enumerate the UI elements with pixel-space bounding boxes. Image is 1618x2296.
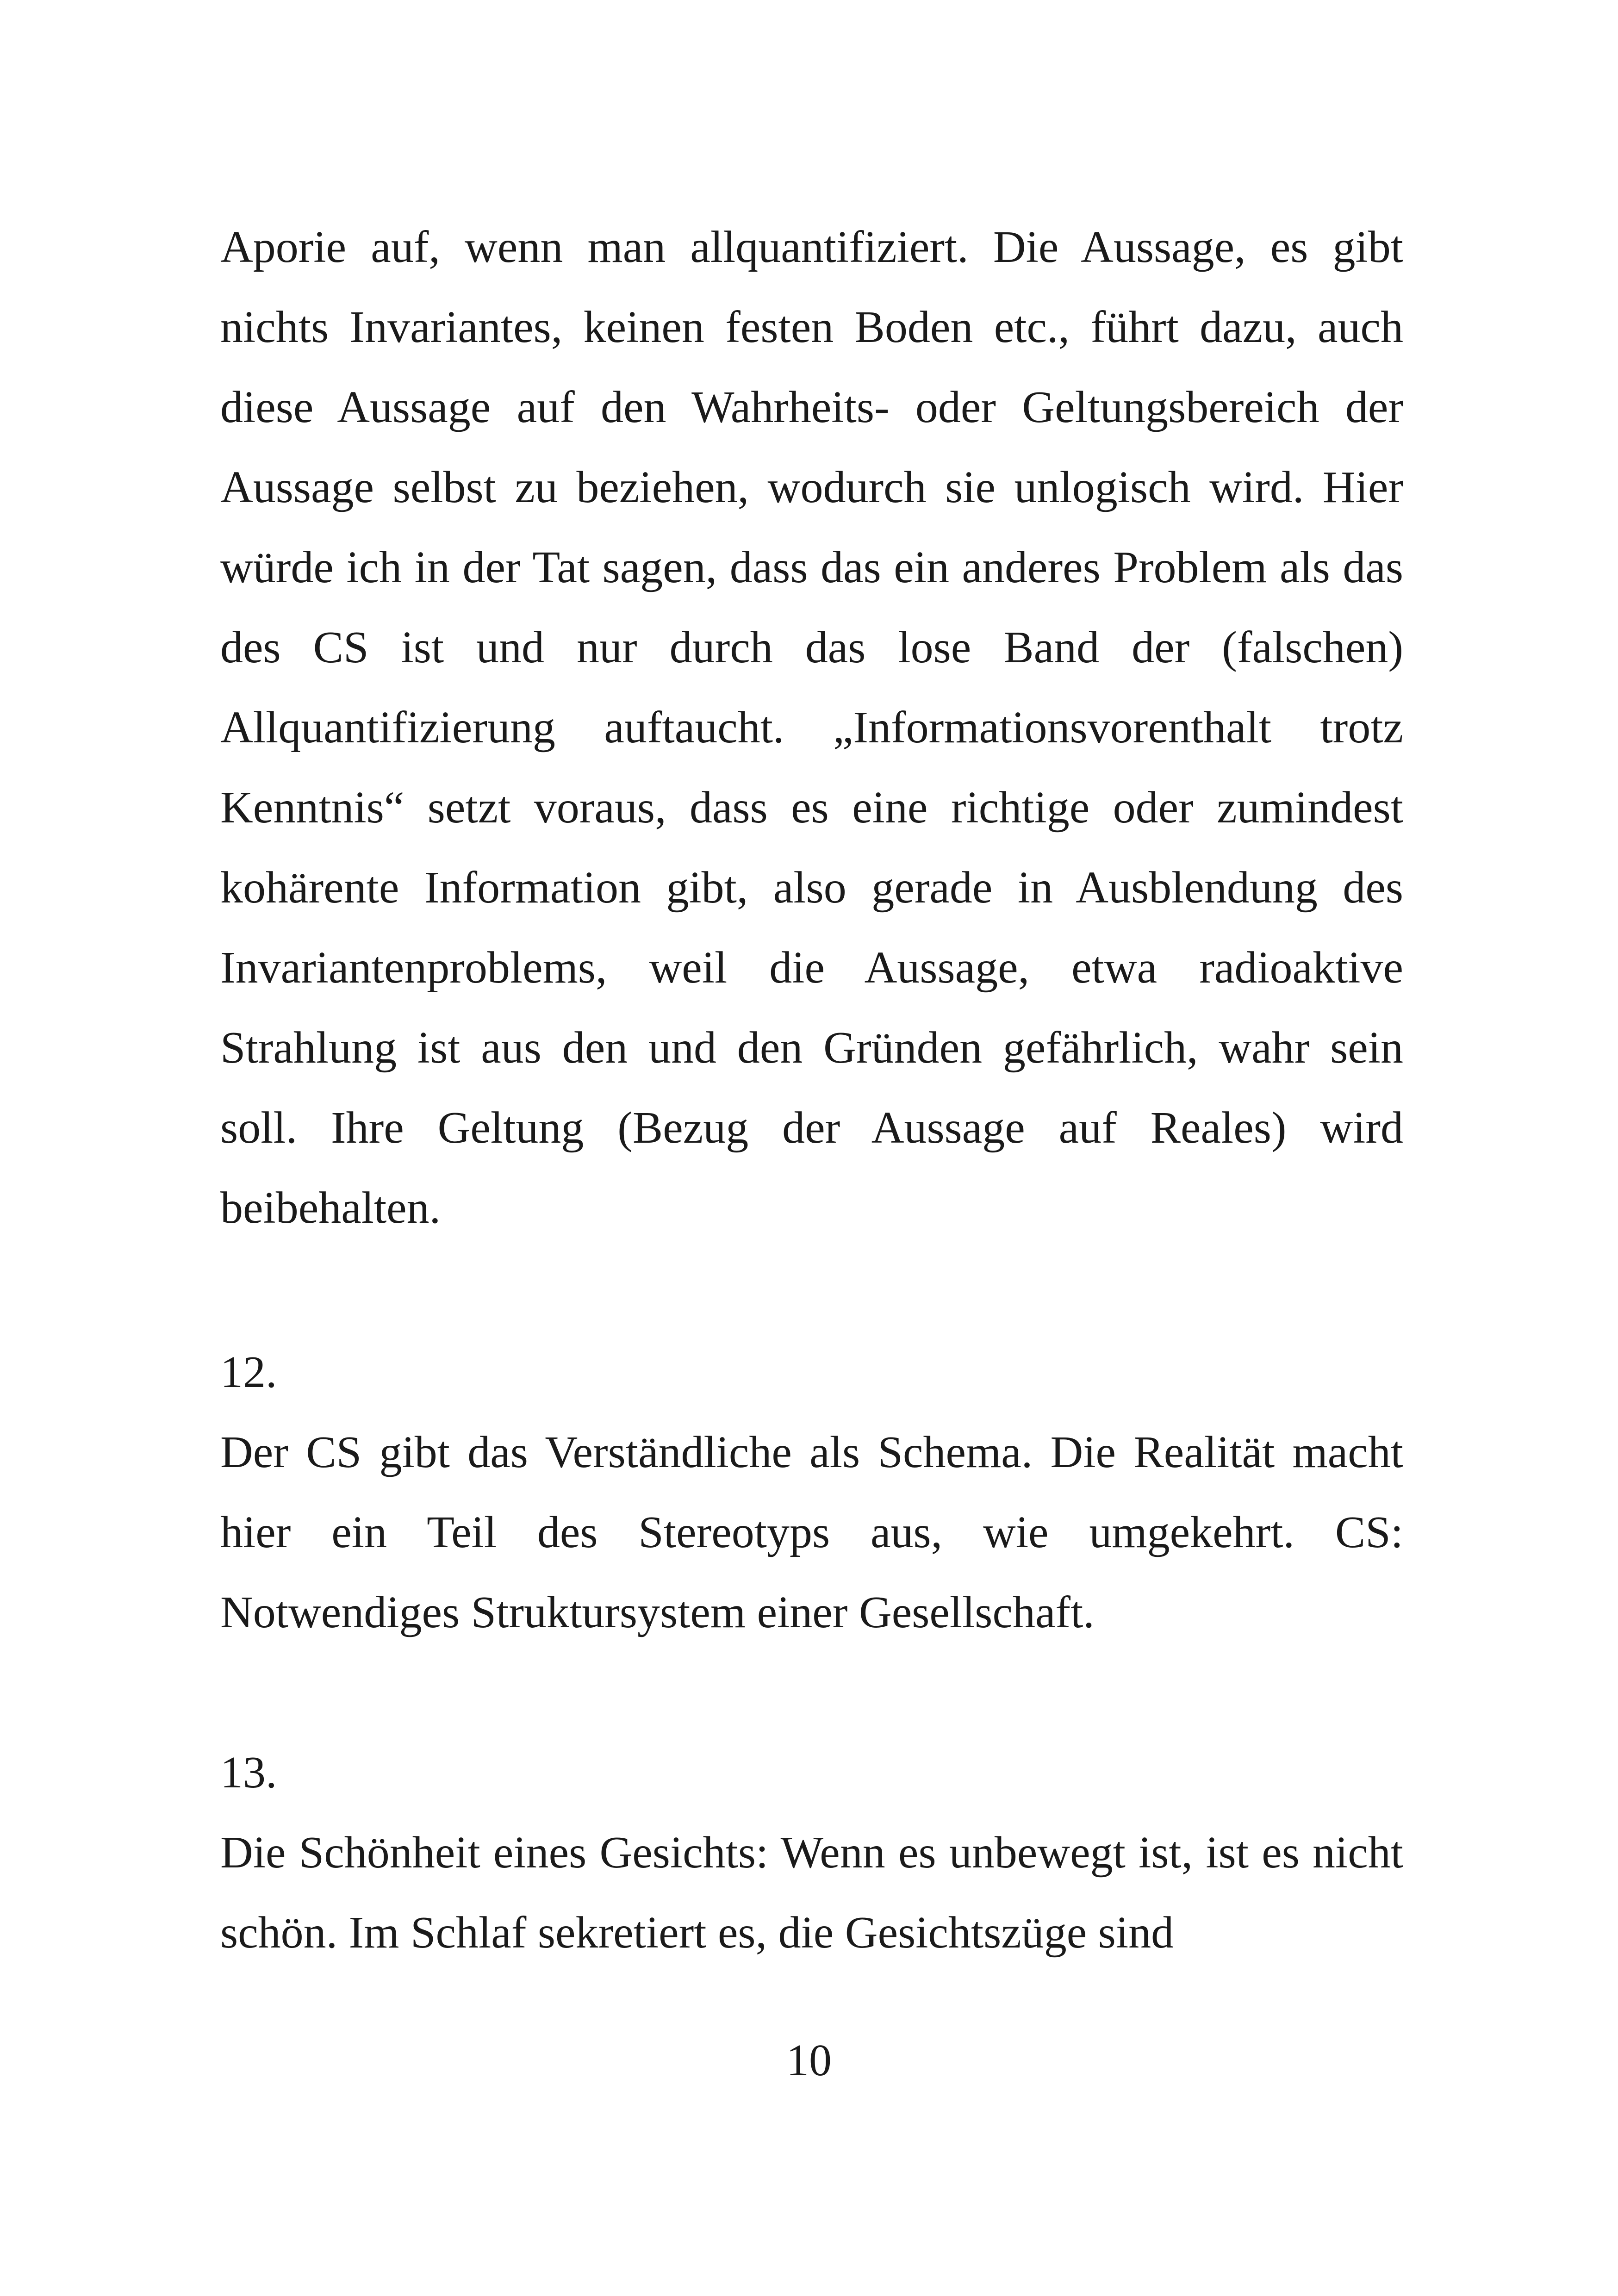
section-number: 12. [220,1347,277,1397]
body-paragraph: Aporie auf, wenn man allquantifiziert. Die Aussage, es gibt nichts Invariantes, keinen festen Boden etc., führt dazu, auch diese Aussage auf den Wahrheits- oder Geltungsbereich der Aussage selbst zu beziehen, wodurch sie unlogisch wird. Hier würde ich in der Tat sagen, dass das ein anderes Problem als das des CS ist und nur durch das lose Band der (falschen) Allquantifizierung auftaucht. „Informationsvorenthalt trotz Kenntnis“ setzt voraus, dass es eine richtige oder zumindest kohärente Information gibt, also gerade in Ausblendung des Invariantenproblems, weil die Aussage, etwa radioaktive Strahlung ist aus den und den Gründen gefährlich, wahr sein soll. Ihre Geltung (Bezug der Aussage auf Reales) wird beibehalten. [220,222,1403,1233]
page-number: 10 [786,2035,832,2085]
section-number: 13. [220,1748,277,1798]
section-paragraph: Die Schönheit eines Gesichts: Wenn es unbewegt ist, ist es nicht schön. Im Schlaf sekretiert es, die Gesichtszüge sind [220,1828,1403,1958]
section-paragraph: Der CS gibt das Verständliche als Schema. Die Realität macht hier ein Teil des Stereotyps aus, wie umgekehrt. CS: Notwendiges Struktursystem einer Gesellschaft. [220,1427,1403,1637]
